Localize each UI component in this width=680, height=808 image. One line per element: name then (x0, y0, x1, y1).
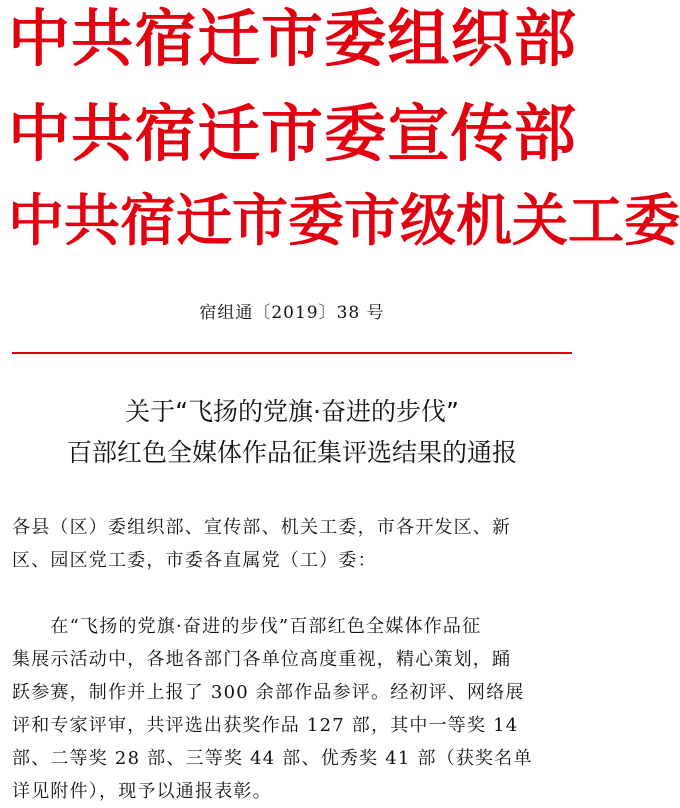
red-divider-rule (12, 352, 572, 354)
header-char: 部 (513, 97, 576, 170)
header-char: 宿 (134, 97, 197, 170)
header-char: 迁 (197, 97, 260, 170)
addressee-line: 各县（区）委组织部、宣传部、机关工委，市各开发区、新 (12, 517, 512, 538)
header-char: 市 (260, 2, 323, 75)
document-title-line-2: 百部红色全媒体作品征集评选结果的通报 (66, 438, 517, 467)
header-char: 工 (568, 189, 624, 254)
addressee-line: 区、园区党工委，市委各直属党（工）委： (12, 550, 377, 571)
header-char: 传 (450, 97, 513, 170)
issuer-line-organization-dept (8, 4, 576, 74)
header-char: 共 (64, 189, 120, 254)
header-char: 共 (71, 97, 134, 170)
header-char: 级 (400, 189, 456, 254)
header-char: 委 (324, 2, 387, 75)
document-title-line-1: 关于“飞扬的党旗·奋进的步伐” (125, 397, 459, 426)
issuer-line-working-committee (8, 187, 680, 257)
header-char: 组 (387, 2, 450, 75)
header-char: 共 (71, 2, 134, 75)
body-line: 跃参赛，制作并上报了 300 余部作品参评。经初评、网络展 (12, 682, 525, 703)
header-char: 市 (344, 189, 400, 254)
header-char: 机 (456, 189, 512, 254)
issuer-line-publicity-dept (8, 99, 576, 169)
header-char: 委 (324, 97, 387, 170)
document-number: 宿组通〔2019〕38 号 (199, 303, 385, 323)
body-line: 部、二等奖 28 部、三等奖 44 部、优秀奖 41 部（获奖名单 (12, 748, 533, 769)
header-char: 部 (513, 2, 576, 75)
header-char: 关 (512, 189, 568, 254)
header-char: 宿 (134, 2, 197, 75)
body-line: 在“飞扬的党旗·奋进的步伐”百部红色全媒体作品征 (12, 616, 482, 637)
header-char: 迁 (197, 2, 260, 75)
header-char: 中 (8, 97, 71, 170)
header-char: 织 (450, 2, 513, 75)
header-char: 中 (8, 2, 71, 75)
addressee-paragraph (12, 511, 574, 577)
header-char: 中 (8, 189, 64, 254)
header-char: 宣 (387, 97, 450, 170)
header-char: 市 (232, 189, 288, 254)
header-char: 宿 (120, 189, 176, 254)
header-char: 委 (288, 189, 344, 254)
body-line: 集展示活动中，各地各部门各单位高度重视，精心策划，踊 (12, 649, 512, 670)
body-line: 评和专家评审，共评选出获奖作品 127 部，其中一等奖 14 (12, 715, 519, 736)
header-char: 委 (624, 189, 680, 254)
header-char: 迁 (176, 189, 232, 254)
header-char: 市 (260, 97, 323, 170)
body-paragraph (12, 610, 574, 808)
body-line: 详见附件），现予以通报表彰。 (12, 781, 272, 802)
